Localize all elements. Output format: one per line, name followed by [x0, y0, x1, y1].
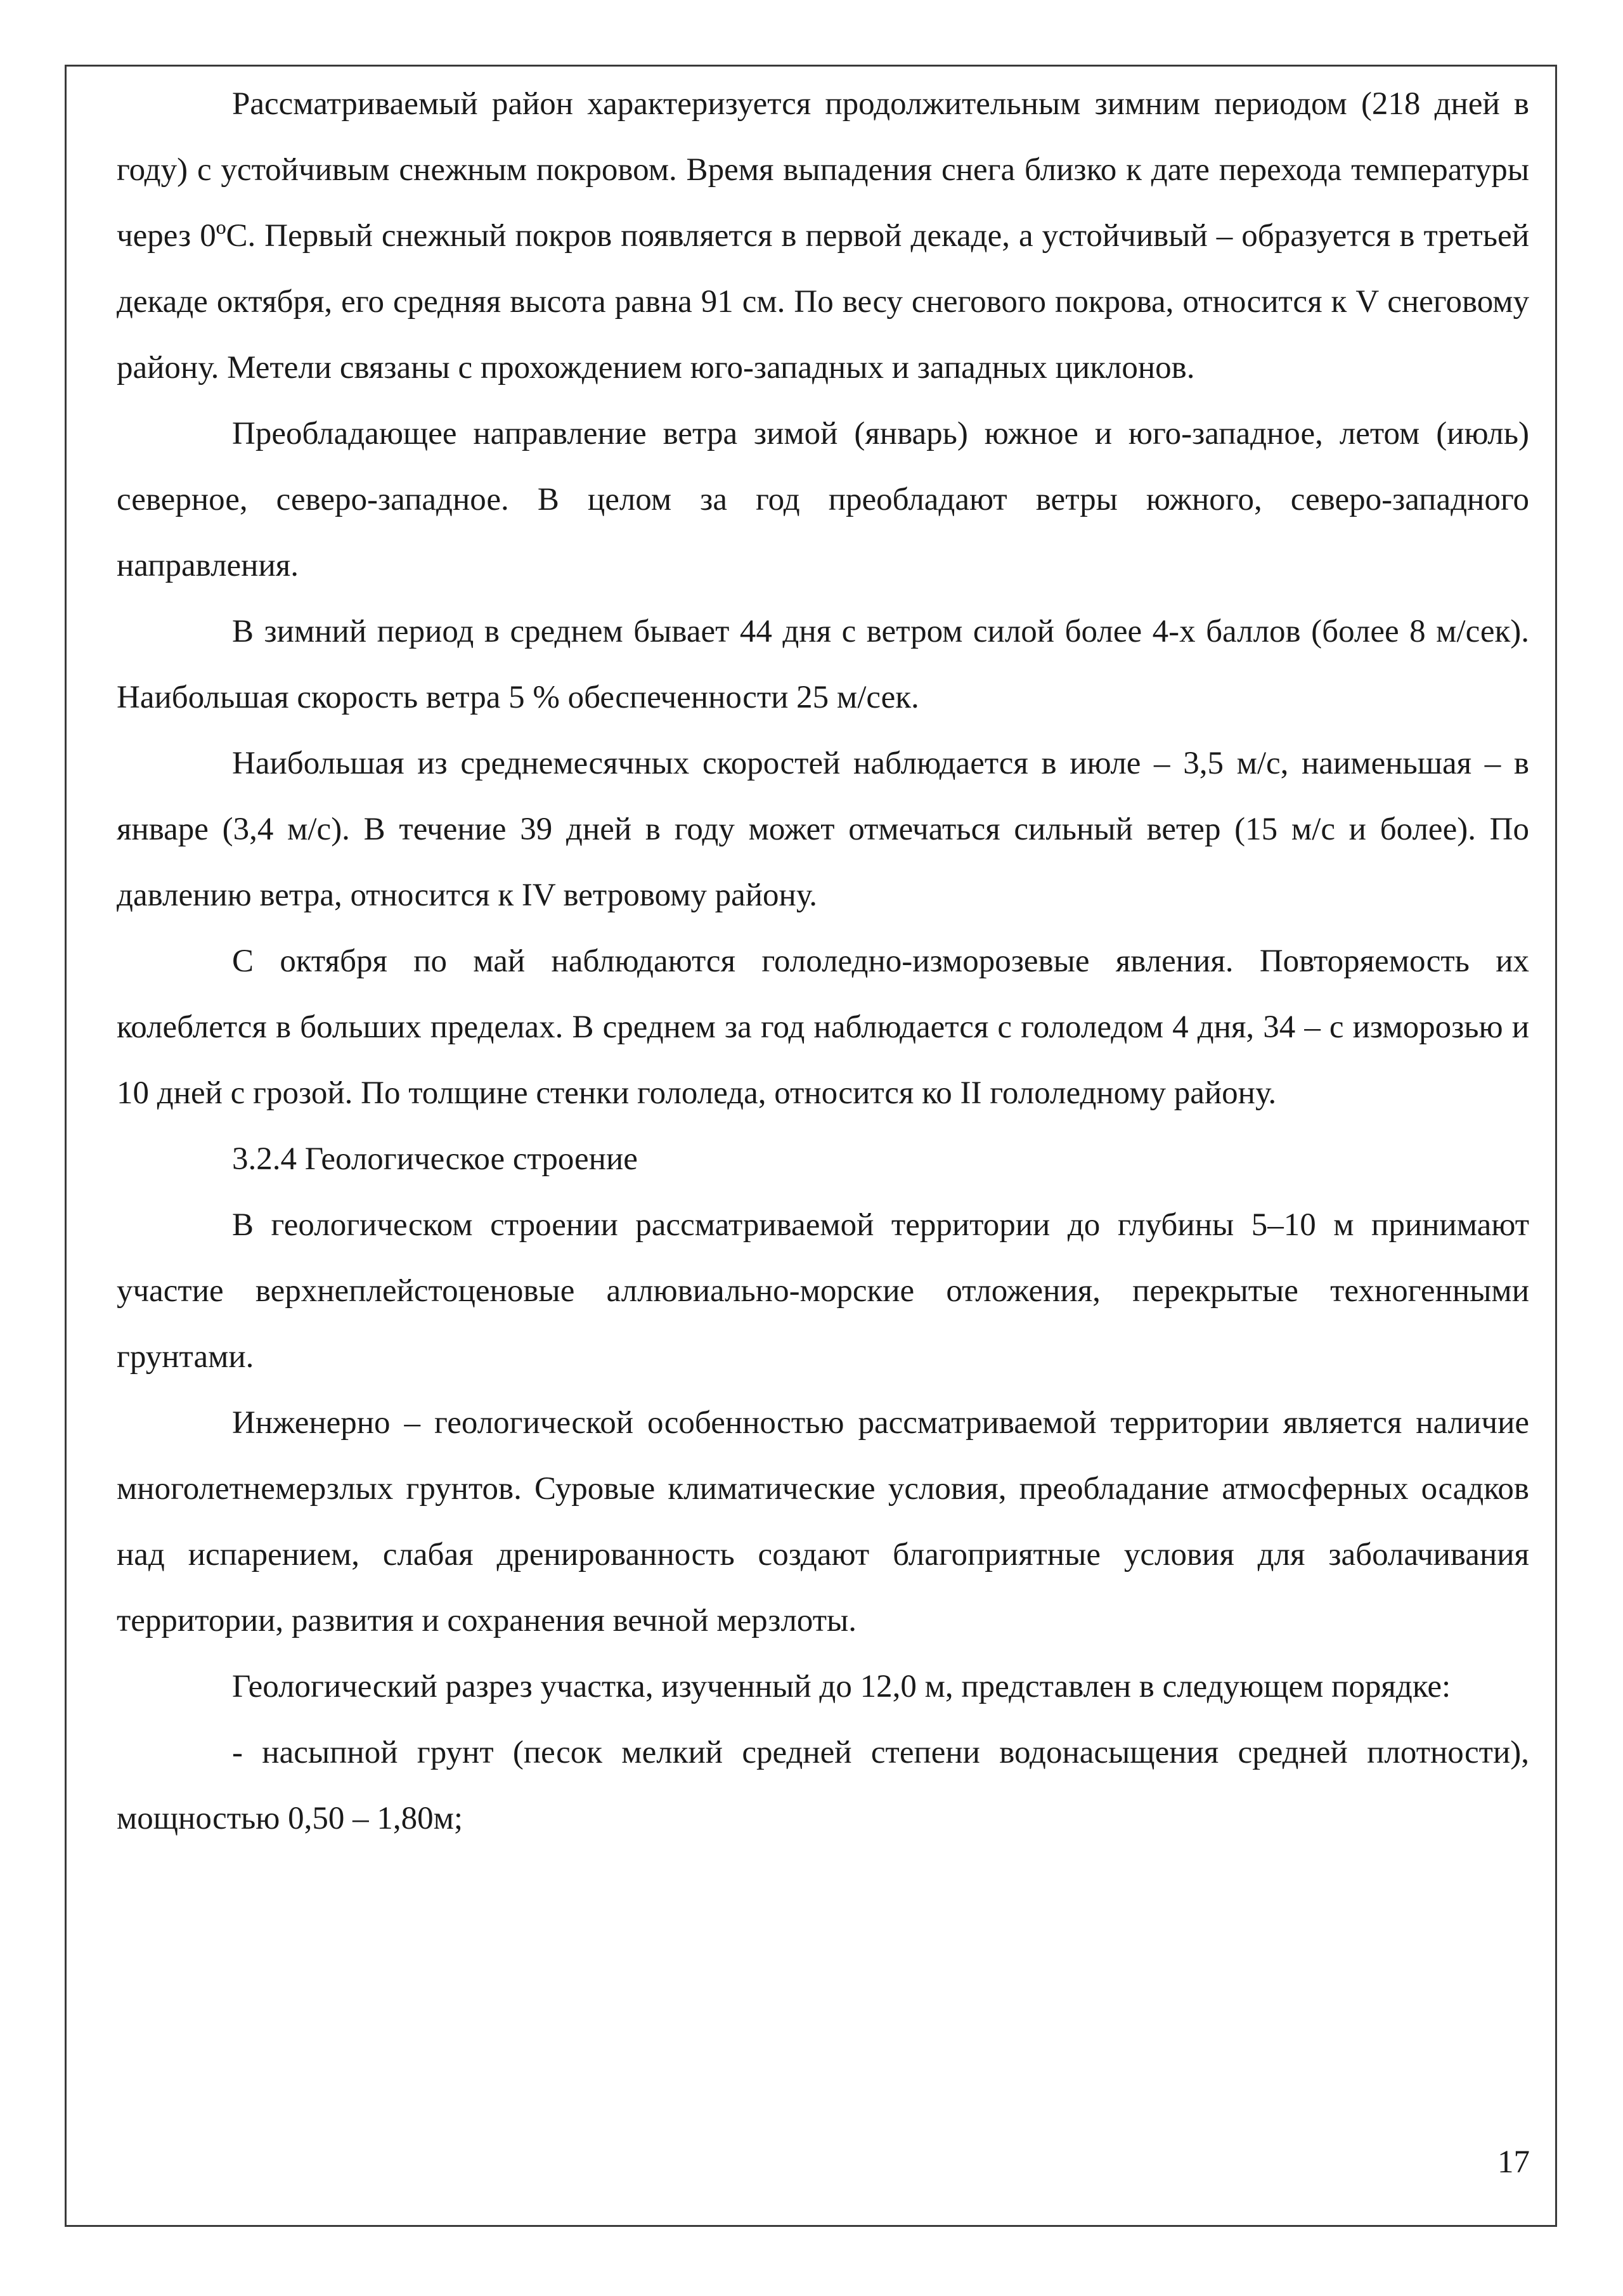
paragraph-wind-speed: Наибольшая из среднемесячных скоростей наблюдается в июле – 3,5 м/с, наименьшая – в январе (3,4 м/с). В течение 39 дней в году может отмечаться сильный ветер (15 м/с и более). По давлению ветра, относится к IV ветровому району. — [117, 746, 1529, 913]
page-content — [117, 71, 1529, 1852]
paragraph-wind-direction: Преобладающее направление ветра зимой (январь) южное и юго-западное, летом (июль) северное, северо-западное. В целом за год преобладают ветры южного, северо-западного направления. — [117, 416, 1529, 583]
paragraph-section-order: Геологический разрез участка, изученный до 12,0 м, представлен в следующем порядке: — [232, 1669, 1451, 1704]
paragraph-fill-soil: - насыпной грунт (песок мелкий средней степени водонасыщения средней плотности), мощностью 0,50 – 1,80м; — [117, 1735, 1529, 1836]
paragraph-permafrost: Инженерно – геологической особенностью рассматриваемой территории является наличие многолетнемерзлых грунтов. Суровые климатические условия, преобладание атмосферных осадков над испарением, слабая дренированность создают благоприятные условия для заболачивания территории, развития и сохранения вечной мерзлоты. — [117, 1405, 1529, 1638]
paragraph-winter-wind: В зимний период в среднем бывает 44 дня с ветром силой более 4-х баллов (более 8 м/сек). Наибольшая скорость ветра 5 % обеспеченности 25 м/сек. — [117, 614, 1529, 715]
paragraph-icing: С октября по май наблюдаются гололедно-изморозевые явления. Повторяемость их колеблется в больших пределах. В среднем за год наблюдается с гололедом 4 дня, 34 – с изморозью и 10 дней с грозой. По толщине стенки гололеда, относится ко II гололедному району. — [117, 944, 1529, 1111]
paragraph-geology: В геологическом строении рассматриваемой территории до глубины 5–10 м принимают участие верхнеплейстоценовые аллювиально-морские отложения, перекрытые техногенными грунтами. — [117, 1207, 1529, 1375]
paragraph-snow-cover: Рассматриваемый район характеризуется продолжительным зимним периодом (218 дней в году) с устойчивым снежным покровом. Время выпадения снега близко к дате перехода температуры через 0ºС. Первый снежный покров появляется в первой декаде, а устойчивый – образуется в третьей декаде октября, его средняя высота равна 91 см. По весу снегового покрова, относится к V снеговому району. Метели связаны с прохождением юго-западных и западных циклонов. — [117, 86, 1529, 386]
section-heading: 3.2.4 Геологическое строение — [232, 1141, 638, 1177]
page-number: 17 — [1497, 2144, 1530, 2180]
